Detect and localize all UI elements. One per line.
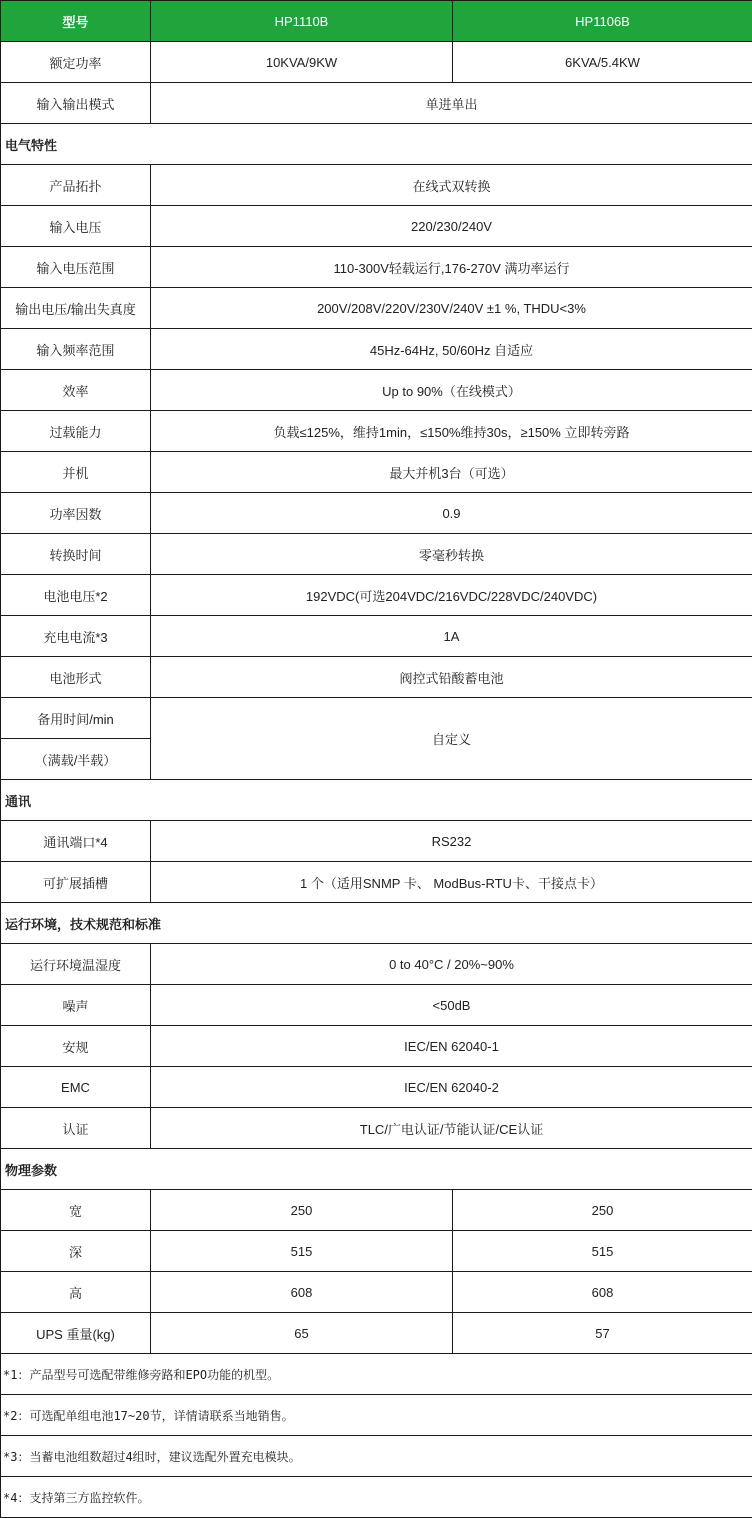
row-value: <50dB	[151, 985, 752, 1026]
table-row	[1, 83, 752, 124]
table-row	[1, 165, 752, 206]
table-row	[1, 698, 752, 739]
table-row	[1, 1272, 752, 1313]
row-value: 1 个（适用SNMP 卡、 ModBus-RTU卡、干接点卡）	[151, 862, 752, 903]
backup-label-1: 备用时间/min	[1, 698, 151, 739]
section-row	[1, 1149, 752, 1190]
table-row	[1, 288, 752, 329]
row-label: 认证	[1, 1108, 151, 1149]
row-value-a: 250	[151, 1190, 453, 1231]
table-row	[1, 1231, 752, 1272]
row-value: 45Hz-64Hz, 50/60Hz 自适应	[151, 329, 752, 370]
row-label: 高	[1, 1272, 151, 1313]
row-value: TLC/广电认证/节能认证/CE认证	[151, 1108, 752, 1149]
footnote: *3：当蓄电池组数超过4组时，建议选配外置充电模块。	[1, 1436, 752, 1477]
table-row	[1, 452, 752, 493]
row-value: 单进单出	[151, 83, 752, 124]
table-row	[1, 1190, 752, 1231]
row-value: 最大并机3台（可选）	[151, 452, 752, 493]
row-value: 110-300V轻载运行,176-270V 满功率运行	[151, 247, 752, 288]
table-row	[1, 329, 752, 370]
row-value-b: 57	[453, 1313, 752, 1354]
row-label: 可扩展插槽	[1, 862, 151, 903]
table-row	[1, 575, 752, 616]
row-value: 192VDC(可选204VDC/216VDC/228VDC/240VDC)	[151, 575, 752, 616]
table-row	[1, 370, 752, 411]
row-label: 产品拓扑	[1, 165, 151, 206]
section-title-electrical: 电气特性	[1, 124, 752, 165]
row-label: 输出电压/输出失真度	[1, 288, 151, 329]
section-row	[1, 903, 752, 944]
section-title-comm: 通讯	[1, 780, 752, 821]
backup-value: 自定义	[151, 698, 752, 780]
model-b: HP1106B	[453, 1, 752, 42]
row-label: 噪声	[1, 985, 151, 1026]
row-value-a: 10KVA/9KW	[151, 42, 453, 83]
header-row	[1, 1, 752, 42]
row-value: IEC/EN 62040-1	[151, 1026, 752, 1067]
row-label: 电池电压*2	[1, 575, 151, 616]
row-value: 在线式双转换	[151, 165, 752, 206]
row-label: 深	[1, 1231, 151, 1272]
section-row	[1, 780, 752, 821]
table-row	[1, 247, 752, 288]
row-label: 运行环境温湿度	[1, 944, 151, 985]
row-value-b: 6KVA/5.4KW	[453, 42, 752, 83]
table-row	[1, 493, 752, 534]
row-label: UPS 重量(kg)	[1, 1313, 151, 1354]
table-row	[1, 411, 752, 452]
row-value: 220/230/240V	[151, 206, 752, 247]
table-row	[1, 534, 752, 575]
section-title-env: 运行环境，技术规范和标准	[1, 903, 752, 944]
row-label: 输入输出模式	[1, 83, 151, 124]
row-label: 安规	[1, 1026, 151, 1067]
row-label: 过载能力	[1, 411, 151, 452]
row-value: 零毫秒转换	[151, 534, 752, 575]
row-value-a: 515	[151, 1231, 453, 1272]
table-row	[1, 616, 752, 657]
row-label: 输入频率范围	[1, 329, 151, 370]
table-row	[1, 821, 752, 862]
table-row	[1, 206, 752, 247]
row-label: 并机	[1, 452, 151, 493]
row-label: 输入电压	[1, 206, 151, 247]
row-label: 通讯端口*4	[1, 821, 151, 862]
row-value: IEC/EN 62040-2	[151, 1067, 752, 1108]
row-value-b: 250	[453, 1190, 752, 1231]
row-value-b: 515	[453, 1231, 752, 1272]
row-label: 额定功率	[1, 42, 151, 83]
note-row	[1, 1354, 752, 1395]
table-row	[1, 1026, 752, 1067]
row-label: 充电电流*3	[1, 616, 151, 657]
row-label: 转换时间	[1, 534, 151, 575]
row-label: 宽	[1, 1190, 151, 1231]
backup-label-2: （满载/半载）	[1, 739, 151, 780]
row-value: Up to 90%（在线模式）	[151, 370, 752, 411]
table-row	[1, 1313, 752, 1354]
row-label: 功率因数	[1, 493, 151, 534]
section-title-physical: 物理参数	[1, 1149, 752, 1190]
row-value-b: 608	[453, 1272, 752, 1313]
row-value: 阀控式铅酸蓄电池	[151, 657, 752, 698]
footnote: *4：支持第三方监控软件。	[1, 1477, 752, 1518]
model-a: HP1110B	[151, 1, 453, 42]
footnote: *1：产品型号可选配带维修旁路和EPO功能的机型。	[1, 1354, 752, 1395]
table-row	[1, 862, 752, 903]
model-label: 型号	[1, 1, 151, 42]
note-row	[1, 1477, 752, 1518]
note-row	[1, 1436, 752, 1477]
note-row	[1, 1395, 752, 1436]
row-value: 负载≤125%，维持1min，≤150%维持30s，≥150% 立即转旁路	[151, 411, 752, 452]
row-label: 电池形式	[1, 657, 151, 698]
table-row	[1, 1067, 752, 1108]
table-row	[1, 985, 752, 1026]
footnote: *2：可选配单组电池17~20节，详情请联系当地销售。	[1, 1395, 752, 1436]
row-value-a: 608	[151, 1272, 453, 1313]
table-row	[1, 657, 752, 698]
row-label: 输入电压范围	[1, 247, 151, 288]
table-row	[1, 42, 752, 83]
row-value: 1A	[151, 616, 752, 657]
row-value: 0 to 40°C / 20%~90%	[151, 944, 752, 985]
table-row	[1, 944, 752, 985]
row-label: 效率	[1, 370, 151, 411]
table-row	[1, 1108, 752, 1149]
row-value: 200V/208V/220V/230V/240V ±1 %, THDU<3%	[151, 288, 752, 329]
row-value-a: 65	[151, 1313, 453, 1354]
row-value: RS232	[151, 821, 752, 862]
row-value: 0.9	[151, 493, 752, 534]
section-row	[1, 124, 752, 165]
row-label: EMC	[1, 1067, 151, 1108]
